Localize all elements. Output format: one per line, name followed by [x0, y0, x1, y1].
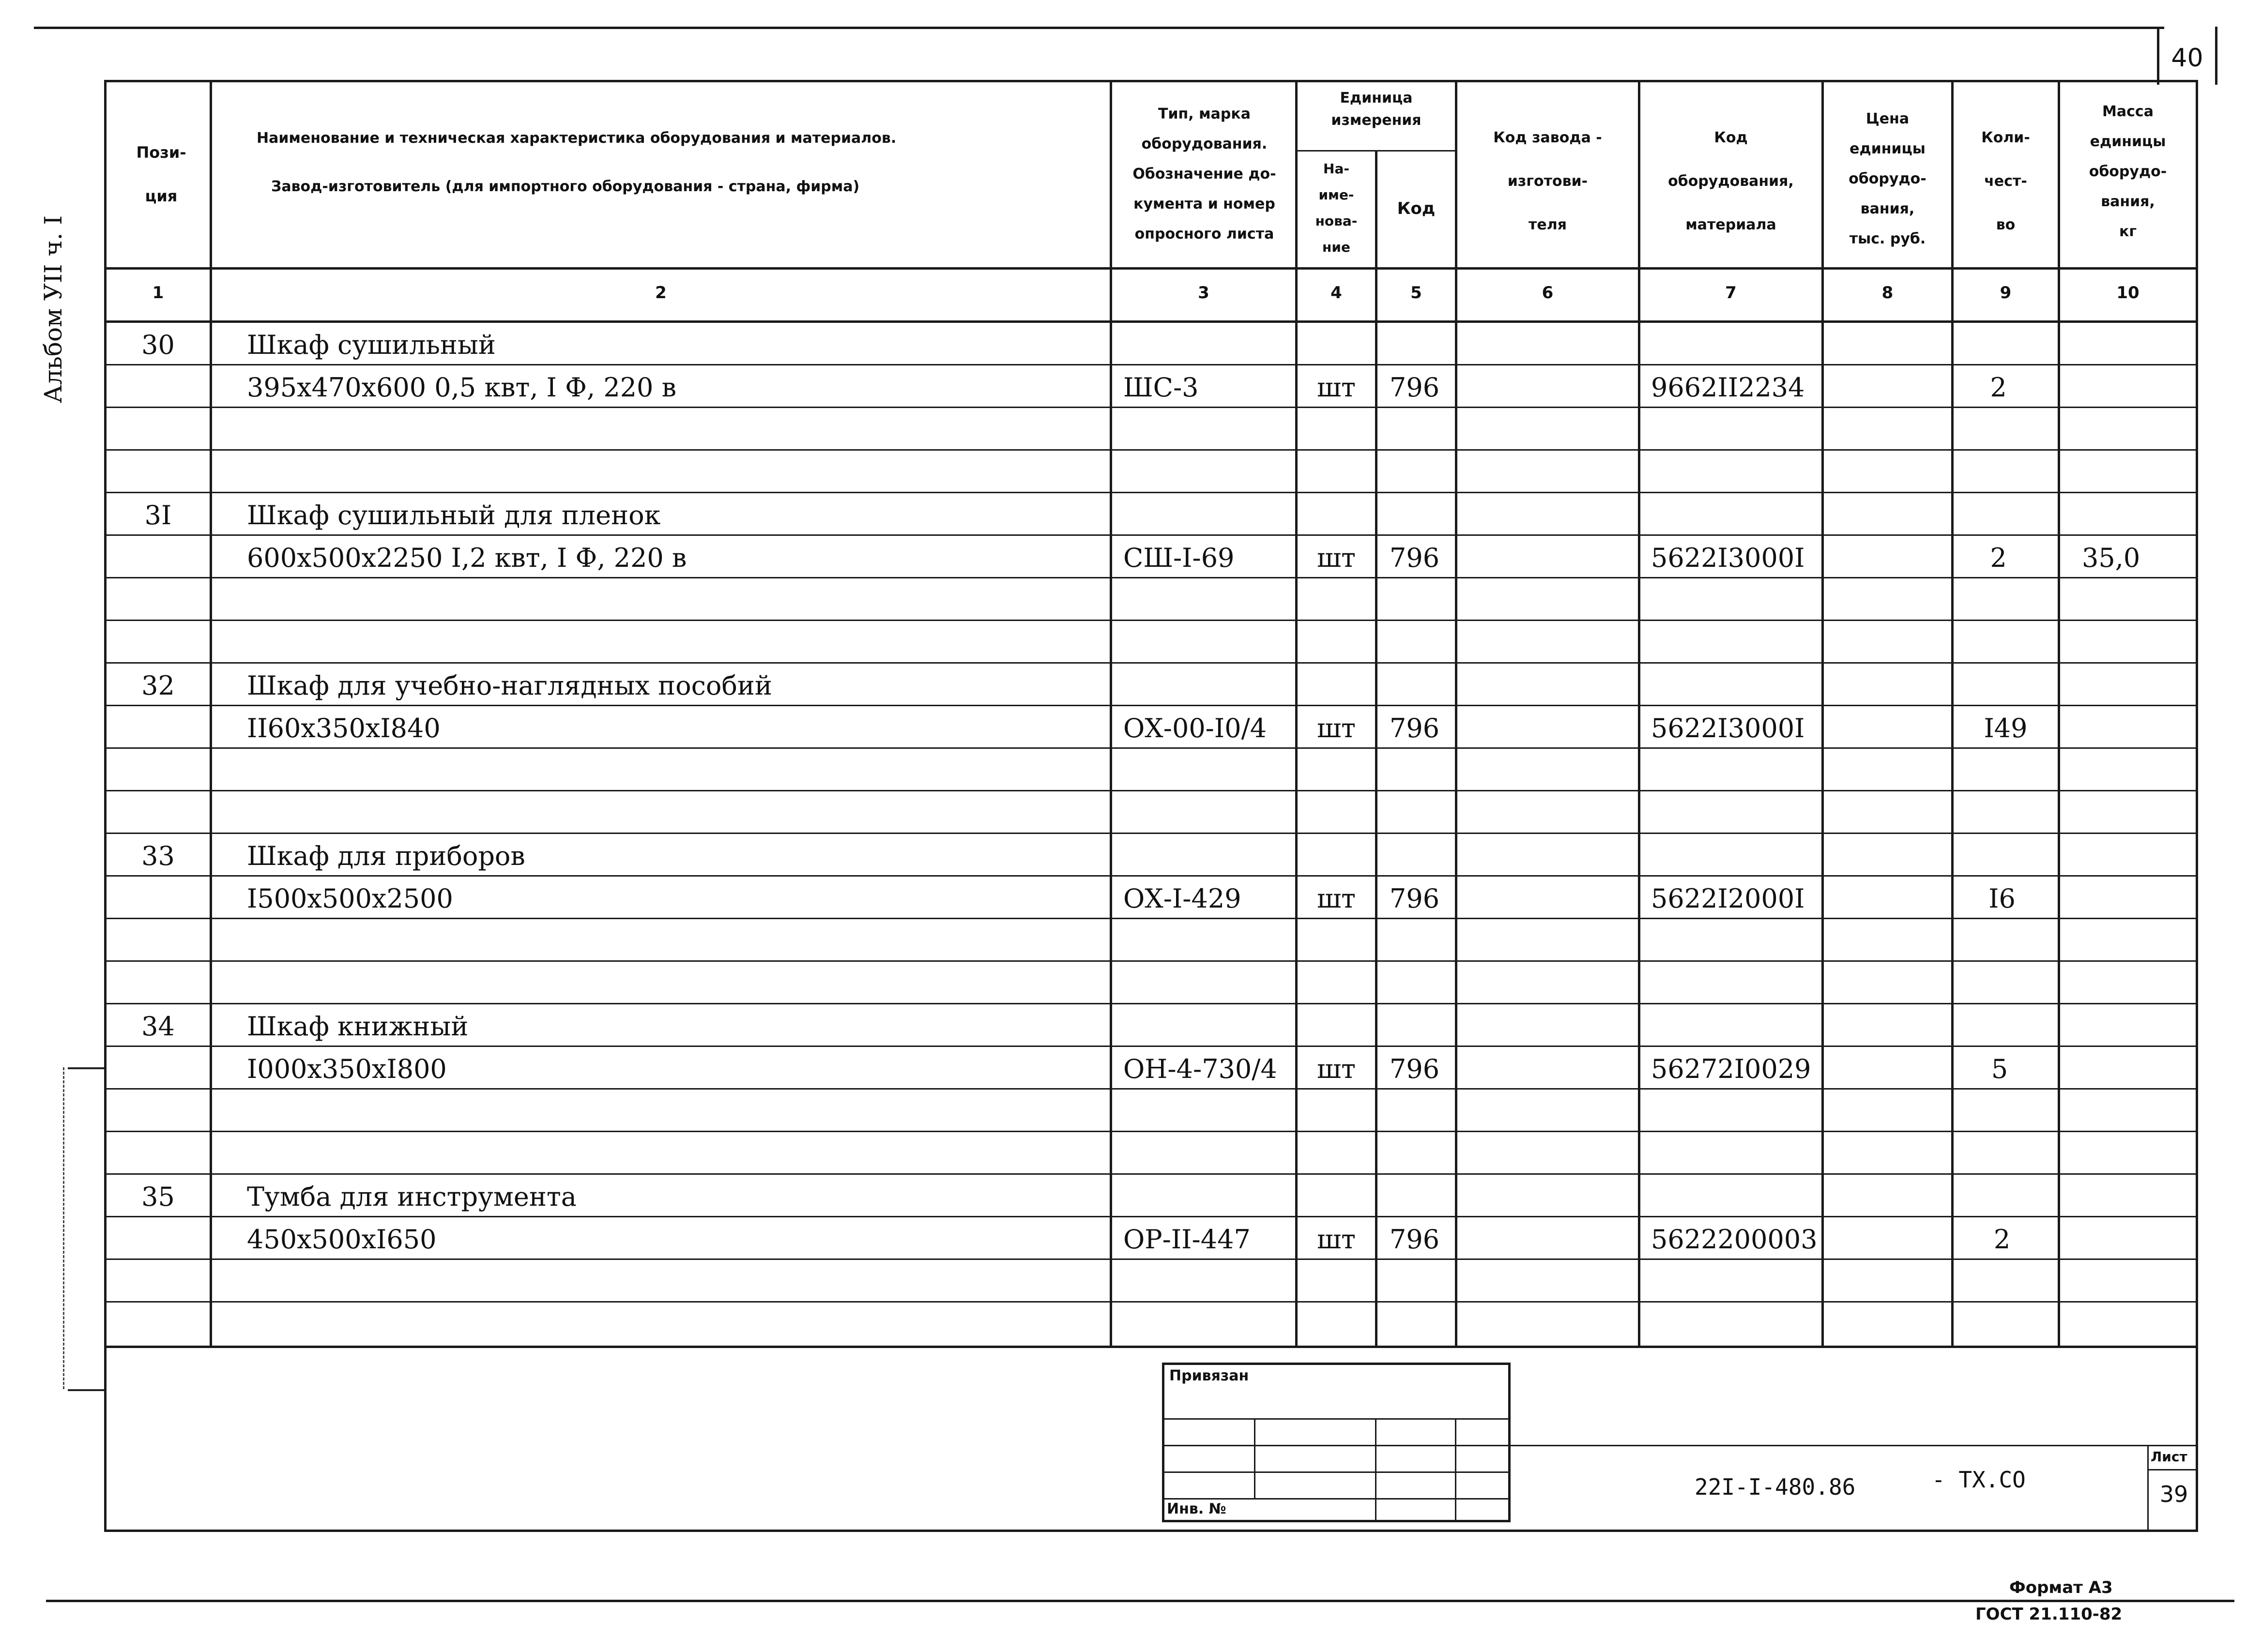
inventory-number-label: Инв. №	[1167, 1500, 1226, 1517]
row-line	[104, 492, 2198, 493]
item-type: СШ-I-69	[1123, 543, 1235, 573]
header-unit-name: На- име- нова- ние	[1315, 161, 1358, 255]
item-spec: 395x470x600 0,5 квт, I Ф, 220 в	[247, 372, 676, 403]
row-line	[104, 1003, 2198, 1004]
item-mass: 35,0	[2082, 543, 2140, 573]
item-type: ШС-3	[1123, 372, 1199, 403]
row-line	[104, 1131, 2198, 1132]
item-position: 30	[141, 330, 175, 360]
item-position: 34	[141, 1011, 175, 1042]
item-unit: шт	[1316, 883, 1356, 914]
row-line	[104, 790, 2198, 791]
col-line-6	[1638, 80, 1640, 1346]
header-type: Тип, марка оборудования. Обозначение до- кумента и номер опросного листа	[1132, 106, 1276, 242]
colnum-8: 8	[1881, 283, 1894, 303]
item-unit: шт	[1316, 372, 1356, 403]
document-code: 22I-I-480.86	[1695, 1474, 1856, 1500]
margin-mark	[68, 1067, 104, 1069]
item-type: ОХ-00-I0/4	[1123, 713, 1267, 743]
sheet-number: 39	[2159, 1481, 2188, 1507]
item-spec: I000x350xI800	[247, 1054, 447, 1084]
item-spec: 600x500x2250 I,2 квт, I Ф, 220 в	[247, 543, 687, 573]
stamp-vline	[1455, 1418, 1456, 1522]
header-equipment-code: Код оборудования, материала	[1668, 129, 1794, 233]
col-line-2	[1110, 80, 1112, 1346]
row-line	[104, 407, 2198, 408]
header-unit-code: Код	[1397, 199, 1436, 218]
item-type: ОН-4-730/4	[1123, 1054, 1277, 1084]
row-line	[104, 875, 2198, 877]
header-factory-code: Код завода - изготови- теля	[1493, 129, 1602, 233]
row-line	[104, 833, 2198, 834]
header-quantity: Коли- чест- во	[1981, 129, 2030, 233]
item-equipment-code: 5622200003	[1651, 1224, 1818, 1255]
row-line	[104, 705, 2198, 706]
item-unit-code: 796	[1390, 543, 1440, 573]
item-spec: I500x500x2500	[247, 883, 453, 914]
item-position: 32	[141, 670, 175, 701]
item-name: Шкаф сушильный	[247, 330, 496, 360]
header-name-line1: Наименование и техническая характеристика оборудования и материалов.	[257, 130, 897, 147]
header-position: Пози- ция	[136, 143, 186, 205]
bottom-border-line	[46, 1600, 2234, 1602]
row-line	[104, 1046, 2198, 1047]
row-line	[104, 662, 2198, 664]
colnum-bottom-line	[104, 320, 2198, 323]
header-name-line2: Завод-изготовитель (для импортного оборудования - страна, фирма)	[271, 178, 860, 195]
header-price: Цена единицы оборудо- вания, тыс. руб.	[1849, 110, 1926, 247]
item-position: 35	[141, 1182, 175, 1212]
item-quantity: I6	[1988, 883, 2016, 914]
stamp-line	[1162, 1471, 1511, 1473]
item-quantity: 2	[1993, 1224, 2011, 1255]
item-name: Шкаф для учебно-наглядных пособий	[247, 670, 772, 701]
margin-dashed	[63, 1067, 64, 1389]
sheet-label: Лист	[2151, 1449, 2187, 1465]
row-line	[104, 960, 2198, 962]
colnum-1: 1	[152, 283, 164, 303]
col-line-1	[210, 80, 212, 1346]
header-bottom-line	[104, 267, 2198, 270]
item-unit: шт	[1316, 1054, 1356, 1084]
top-border-line	[34, 27, 2164, 29]
row-line	[104, 364, 2198, 365]
stamp-vline	[1254, 1418, 1255, 1498]
colnum-4: 4	[1330, 283, 1342, 303]
item-spec: II60x350xI840	[247, 713, 441, 743]
col-line-7	[1821, 80, 1824, 1346]
row-line	[104, 918, 2198, 919]
item-quantity: 2	[1990, 543, 2007, 573]
item-unit-code: 796	[1390, 883, 1440, 914]
header-mass: Масса единицы оборудо- вания, кг	[2089, 103, 2167, 240]
col-line-9	[2058, 80, 2060, 1346]
item-name: Шкаф сушильный для пленок	[247, 500, 661, 530]
stamp-vline	[1375, 1418, 1376, 1522]
row-line	[104, 1216, 2198, 1217]
item-position: 33	[141, 841, 175, 871]
item-equipment-code: 9662II2234	[1651, 372, 1805, 403]
item-type: ОР-II-447	[1123, 1224, 1251, 1255]
col-line-5	[1455, 80, 1457, 1346]
stamp-line	[1162, 1498, 1511, 1500]
item-spec: 450x500xI650	[247, 1224, 437, 1255]
sheet-box-line	[2147, 1469, 2198, 1470]
page-number: 40	[2171, 44, 2203, 73]
stamp-line	[1162, 1418, 1511, 1420]
row-line	[104, 620, 2198, 621]
colnum-9: 9	[2000, 283, 2012, 303]
item-unit-code: 796	[1390, 1224, 1440, 1255]
sheet-box-left	[2147, 1445, 2149, 1532]
page-number-box-right	[2215, 27, 2217, 85]
item-unit: шт	[1316, 1224, 1356, 1255]
item-type: ОХ-I-429	[1123, 883, 1241, 914]
colnum-10: 10	[2116, 283, 2140, 303]
item-quantity: 5	[1991, 1054, 2008, 1084]
item-name: Тумба для инструмента	[247, 1182, 577, 1212]
doc-block-top	[1511, 1445, 2198, 1446]
table-body-bottom	[104, 1346, 2198, 1348]
item-equipment-code: 5622I2000I	[1651, 883, 1805, 914]
item-unit-code: 796	[1390, 1054, 1440, 1084]
row-line	[104, 1173, 2198, 1175]
privyazan-label: Привязан	[1169, 1367, 1249, 1384]
item-unit: шт	[1316, 713, 1356, 743]
item-quantity: 2	[1990, 372, 2007, 403]
row-line	[104, 1088, 2198, 1090]
row-line	[104, 1258, 2198, 1260]
margin-mark	[68, 1389, 104, 1391]
colnum-7: 7	[1725, 283, 1737, 303]
item-equipment-code: 5622I3000I	[1651, 713, 1805, 743]
item-name: Шкаф книжный	[247, 1011, 469, 1042]
row-line	[104, 577, 2198, 578]
colnum-5: 5	[1410, 283, 1422, 303]
side-album-label: Альбом УII ч. I	[39, 215, 67, 403]
colnum-2: 2	[655, 283, 667, 303]
item-name: Шкаф для приборов	[247, 841, 525, 871]
stamp-line	[1162, 1445, 1511, 1446]
colnum-6: 6	[1542, 283, 1554, 303]
row-line	[104, 1301, 2198, 1303]
item-unit-code: 796	[1390, 372, 1440, 403]
col-line-8	[1951, 80, 1954, 1346]
row-line	[104, 449, 2198, 451]
document-suffix: - ТХ.СО	[1932, 1467, 2026, 1493]
item-equipment-code: 56272I0029	[1651, 1054, 1811, 1084]
item-unit-code: 796	[1390, 713, 1440, 743]
item-position: 3I	[144, 500, 172, 530]
format-label: Формат А3	[2009, 1578, 2113, 1597]
item-quantity: I49	[1984, 713, 2028, 743]
col-line-3	[1295, 80, 1298, 1346]
header-unit-group: Единица измерения	[1331, 90, 1422, 129]
item-unit: шт	[1316, 543, 1356, 573]
item-equipment-code: 5622I3000I	[1651, 543, 1805, 573]
row-line	[104, 747, 2198, 749]
gost-label: ГОСТ 21.110-82	[1975, 1605, 2123, 1624]
colnum-3: 3	[1198, 283, 1209, 303]
row-line	[104, 534, 2198, 536]
